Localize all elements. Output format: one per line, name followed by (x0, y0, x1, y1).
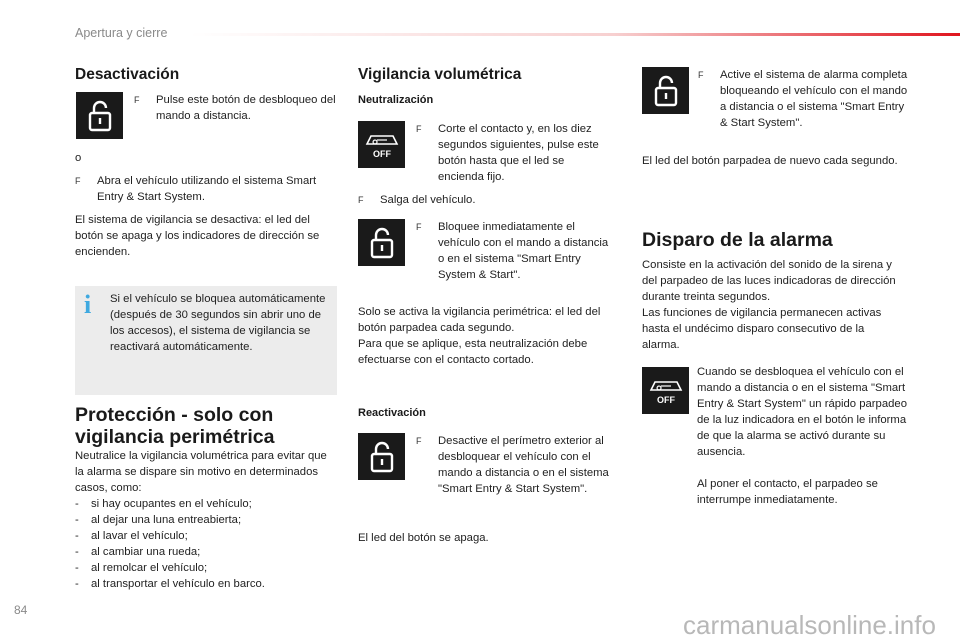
header-divider (190, 33, 960, 36)
subheading-reactivacion: Reactivación (358, 407, 426, 419)
bullet-marker: F (75, 176, 81, 186)
bullet-desactive-perimetro: F Desactive el perímetro exterior al desbloquear el vehículo con el mando a distancia o en el sistema "Smart Entry & Start System". (416, 435, 609, 495)
watermark: carmanualsonline.info (683, 610, 936, 640)
para-led-apaga: El led del botón se apaga. (358, 532, 489, 544)
para-desactiva: El sistema de vigilancia se desactiva: el led del botón se apaga y los indicadores de dirección se encienden. (75, 214, 320, 258)
svg-text:OFF: OFF (656, 394, 675, 405)
list-item: - al remolcar el vehículo; (75, 562, 208, 574)
bullet-salga: F Salga del vehículo. (358, 194, 476, 206)
bullet-abra-vehiculo: F Abra el vehículo utilizando el sistema Smart Entry & Start System. (75, 175, 317, 203)
bullet-marker: F (416, 222, 422, 232)
list-item: - al cambiar una rueda; (75, 546, 201, 558)
bullet-marker: F (416, 124, 422, 134)
info-icon: i (84, 290, 92, 319)
bullet-marker: F (358, 195, 364, 205)
bullet-corte-contacto: F Corte el contacto y, en los diez segundos siguientes, pulse este botón hasta que el led se encienda fijo. (416, 123, 599, 183)
para-led-parpadea: El led del botón parpadea de nuevo cada segundo. (642, 155, 898, 167)
para-funciones: Las funciones de vigilancia permanecen activas hasta el undécimo disparo consecutivo de la alarma. (642, 307, 882, 351)
bullet-bloquee: F Bloquee inmediatamente el vehículo con el mando a distancia o en el sistema "Smart Entry System & Start". (416, 221, 609, 281)
lock-open-icon (642, 67, 689, 114)
svg-text:OFF: OFF (372, 148, 391, 159)
para-solo-perimetrica: Solo se activa la vigilancia perimétrica: el led del botón parpadea cada segundo. (358, 306, 601, 334)
heading-disparo-alarma: Disparo de la alarma (642, 229, 833, 251)
lock-open-icon (76, 92, 123, 139)
key-off-icon (358, 121, 405, 168)
subheading-neutralizacion: Neutralización (358, 94, 434, 106)
info-box (75, 286, 337, 395)
heading-proteccion: Protección - solo con vigilancia perimétrica (75, 404, 275, 448)
list-item: - al transportar el vehículo en barco. (75, 578, 265, 590)
list-item: - si hay ocupantes en el vehículo; (75, 498, 252, 510)
bullet-marker: F (134, 95, 140, 105)
para-poner-contacto: Al poner el contacto, el parpadeo se interrumpe inmediatamente. (697, 478, 878, 506)
lock-open-icon (358, 433, 405, 480)
heading-vigilancia-volumetrica: Vigilancia volumétrica (358, 66, 522, 83)
bullet-marker: F (698, 70, 704, 80)
para-cuando-desbloquea: Cuando se desbloquea el vehículo con el mando a distancia o en el sistema "Smart Entry & Start System" un rápido parpadeo de la luz indicadora en el botón le informa de que la alarma se activó durante su ausencia. (697, 366, 907, 458)
para-neutralizacion-contacto: Para que se aplique, esta neutralización debe efectuarse con el contacto cortado. (358, 338, 588, 366)
heading-desactivacion: Desactivación (75, 66, 180, 83)
para-neutralice: Neutralice la vigilancia volumétrica para evitar que la alarma se dispare sin motivo en determinados casos, como: (75, 450, 327, 494)
list-item: - al lavar el vehículo; (75, 530, 188, 542)
page-number: 84 (14, 603, 28, 617)
list-item: - al dejar una luna entreabierta; (75, 514, 242, 526)
info-text: Si el vehículo se bloquea automáticamente (después de 30 segundos sin abrir uno de los accesos), el sistema de vigilancia se reactivará automáticamente. (110, 293, 326, 353)
bullet-pulse-desbloqueo: F Pulse este botón de desbloqueo del mando a distancia. (134, 94, 336, 122)
or-text: o (75, 152, 82, 164)
lock-open-icon (358, 219, 405, 266)
bullet-active-alarma: F Active el sistema de alarma completa bloqueando el vehículo con el mando a distancia o el sistema "Smart Entry & Start System". (698, 69, 908, 129)
list-casos (75, 496, 337, 592)
para-consiste: Consiste en la activación del sonido de la sirena y del parpadeo de las luces indicadoras de dirección durante treinta segundos. (642, 259, 896, 303)
section-header: Apertura y cierre (75, 26, 168, 40)
key-off-icon (642, 367, 689, 414)
bullet-marker: F (416, 436, 422, 446)
